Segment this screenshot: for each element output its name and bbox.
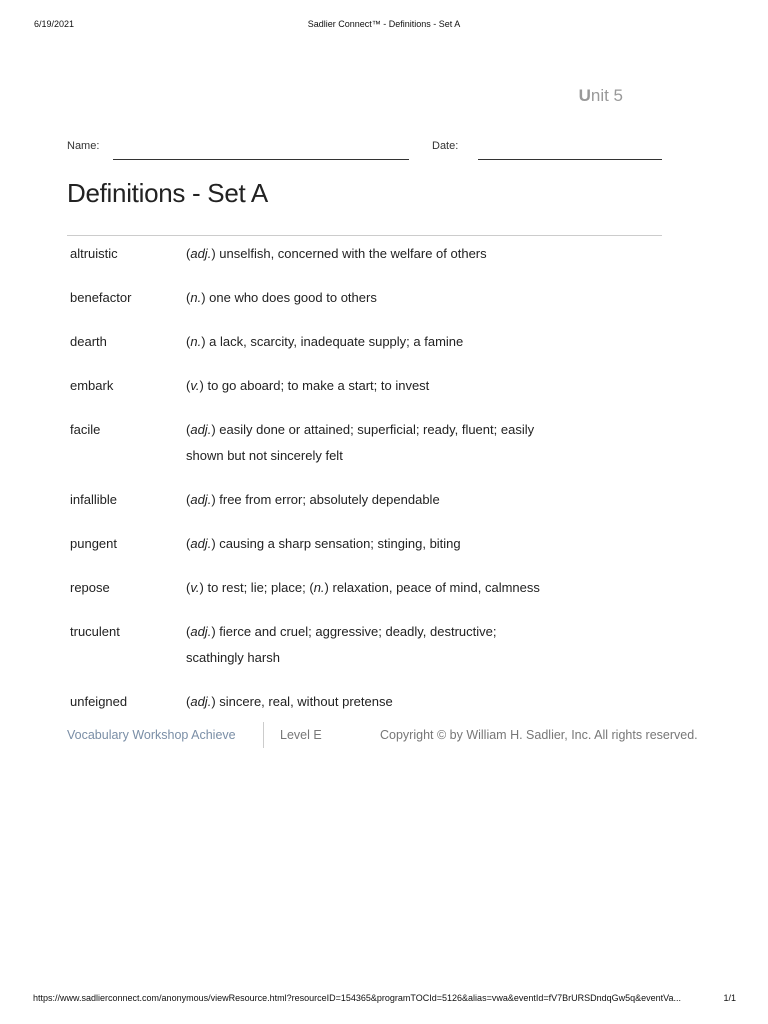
definition-text: (adj.) easily done or attained; superficial; ready, fluent; easily shown but not sincerely felt <box>186 422 535 463</box>
unit-label <box>579 86 623 106</box>
name-field[interactable] <box>113 159 409 160</box>
part-of-speech: v. <box>190 378 200 393</box>
definition-text: (v.) to rest; lie; place; (n.) relaxation, peace of mind, calmness <box>186 580 540 595</box>
definition-item <box>70 373 610 417</box>
page-footer <box>67 722 707 750</box>
definition-word: benefactor <box>70 290 132 305</box>
definition-text: (n.) one who does good to others <box>186 290 377 305</box>
definition-item <box>70 329 610 373</box>
definition-word: dearth <box>70 334 107 349</box>
definition-word: unfeigned <box>70 694 128 709</box>
date-field[interactable] <box>478 159 662 160</box>
definition-word: infallible <box>70 492 117 507</box>
print-date: 6/19/2021 <box>34 19 75 29</box>
copyright-text: Copyright © by William H. Sadlier, Inc. All rights reserved. <box>380 728 698 742</box>
definition-item <box>70 285 610 329</box>
brand-link[interactable]: Vocabulary Workshop Achieve <box>67 728 236 742</box>
definition-text: (adj.) causing a sharp sensation; stinging, biting <box>186 536 461 551</box>
definition-item <box>70 487 610 531</box>
unit-prefix: U <box>578 86 591 105</box>
definition-text: (adj.) unselfish, concerned with the welfare of others <box>186 246 487 261</box>
part-of-speech: adj. <box>190 422 212 437</box>
part-of-speech: adj. <box>190 694 212 709</box>
definition-item <box>70 531 610 575</box>
definition-item <box>70 689 610 715</box>
definition-word: truculent <box>70 624 120 639</box>
definition-word: pungent <box>70 536 117 551</box>
definition-text: (v.) to go aboard; to make a start; to invest <box>186 378 430 393</box>
definition-word: embark <box>70 378 114 393</box>
part-of-speech: n. <box>313 580 325 595</box>
definitions-list <box>70 241 610 715</box>
print-url: https://www.sadlierconnect.com/anonymous/viewResource.html?resourceID=154365&programTOCId=5126&alias=vwa&eventId=fV7BrURSDndqGw5q&eventVa... <box>33 993 682 1003</box>
definition-text: (adj.) fierce and cruel; aggressive; deadly, destructive; scathingly harsh <box>186 624 497 665</box>
page-title: Definitions - Set A <box>67 178 268 208</box>
print-title: Sadlier Connect™ - Definitions - Set A <box>307 19 461 29</box>
part-of-speech: adj. <box>190 624 212 639</box>
part-of-speech: n. <box>190 334 202 349</box>
definition-item <box>70 417 610 487</box>
definition-word: facile <box>70 422 101 437</box>
part-of-speech: adj. <box>190 492 212 507</box>
definition-item <box>70 619 610 689</box>
print-header <box>0 19 768 33</box>
definition-text: (adj.) free from error; absolutely dependable <box>186 492 440 507</box>
footer-divider <box>263 722 264 748</box>
definition-text: (adj.) sincere, real, without pretense <box>186 694 393 709</box>
part-of-speech: n. <box>190 290 202 305</box>
date-label: Date: <box>432 140 459 152</box>
title-divider <box>67 235 662 236</box>
page-number: 1/1 <box>723 993 736 1003</box>
level-label: Level E <box>280 728 322 742</box>
name-label: Name: <box>67 140 100 152</box>
definition-text: (n.) a lack, scarcity, inadequate supply; a famine <box>186 334 464 349</box>
definition-item <box>70 241 610 285</box>
definition-item <box>70 575 610 619</box>
part-of-speech: adj. <box>190 536 212 551</box>
unit-rest: nit 5 <box>590 86 623 105</box>
part-of-speech: adj. <box>190 246 212 261</box>
part-of-speech: v. <box>190 580 200 595</box>
definition-word: repose <box>70 580 110 595</box>
definition-word: altruistic <box>70 246 118 261</box>
